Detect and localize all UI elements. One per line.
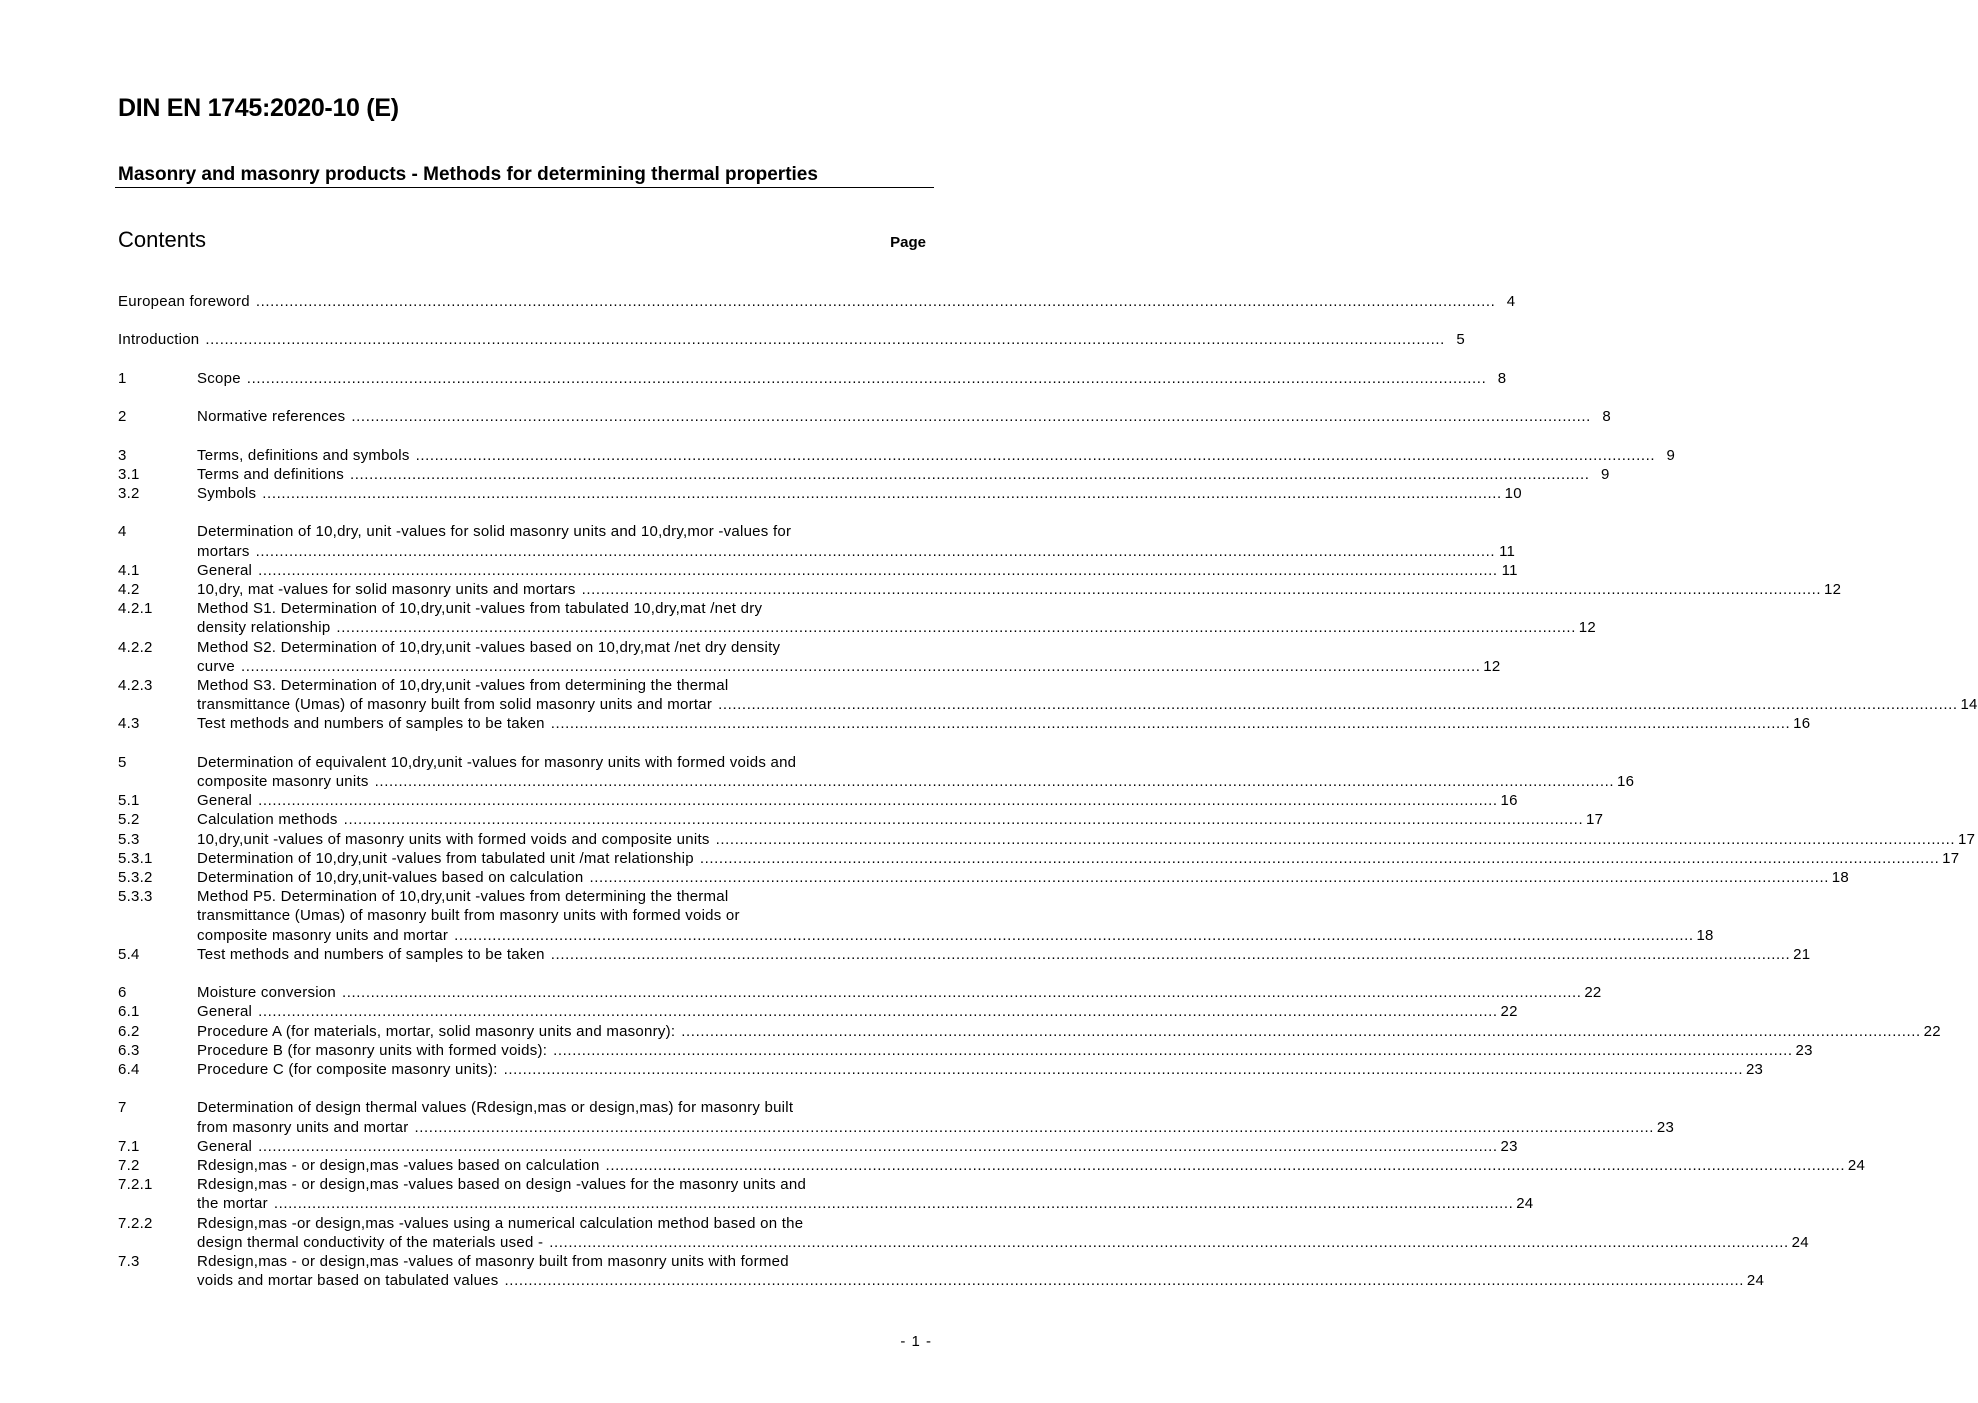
toc-dot-leader: .................................................................................................................................................................................................................................................................... xyxy=(258,1137,1498,1155)
toc-entry-page: 9 xyxy=(1666,446,1676,464)
toc-entry-page: 16 xyxy=(1793,715,1811,733)
toc-entry-page: 22 xyxy=(1584,984,1602,1002)
toc-entry-title: curve xyxy=(197,657,235,675)
toc-entry-page: 8 xyxy=(1602,408,1611,426)
toc-entry-body xyxy=(118,638,1501,676)
toc-entry-page: 17 xyxy=(1957,830,1976,848)
toc-dot-leader: .................................................................................................................................................................................................................................................................... xyxy=(589,869,1829,886)
toc-entry[interactable] xyxy=(118,945,1811,964)
toc-entry[interactable] xyxy=(118,369,1507,388)
toc-entry-leader-line xyxy=(197,446,1676,465)
toc-entry[interactable] xyxy=(118,1252,1765,1290)
toc-entry-title-line: transmittance (Umas) of masonry built from masonry units with formed voids or xyxy=(197,907,740,925)
toc-dot-leader: .................................................................................................................................................................................................................................................................... xyxy=(503,1061,1744,1079)
toc-entry-leader-line xyxy=(197,1002,1518,1021)
toc-entry-title-line: Method S1. Determination of 10,dry,unit -values from tabulated 10,dry,mat /net dry xyxy=(197,600,763,618)
toc-entry-leader-line xyxy=(197,1137,1518,1156)
toc-entry-page: 17 xyxy=(1586,811,1604,829)
toc-entry-number: 3.1 xyxy=(118,465,140,483)
toc-entry-leader-line xyxy=(197,580,1842,599)
toc-entry[interactable] xyxy=(118,599,1596,637)
toc-entry[interactable] xyxy=(118,561,1518,580)
table-of-contents xyxy=(118,292,1978,1290)
toc-dot-leader: .................................................................................................................................................................................................................................................................... xyxy=(504,1272,1745,1290)
toc-entry-leader-line xyxy=(197,695,1978,714)
header-divider xyxy=(115,187,934,188)
toc-entry-leader-line xyxy=(118,292,1516,311)
toc-entry[interactable] xyxy=(118,849,1960,868)
toc-entry-title: 10,dry,unit -values of masonry units with formed voids and composite units xyxy=(197,830,710,848)
toc-entry[interactable] xyxy=(118,292,1516,311)
toc-dot-leader: .................................................................................................................................................................................................................................................................... xyxy=(258,792,1498,810)
toc-entry-number: 7 xyxy=(118,1099,127,1117)
toc-dot-leader: .................................................................................................................................................................................................................................................................... xyxy=(240,657,1481,675)
toc-entry[interactable] xyxy=(118,868,1849,887)
toc-entry-body xyxy=(118,522,1516,560)
toc-entry-page: 9 xyxy=(1600,465,1610,483)
toc-entry-title-line: Method P5. Determination of 10,dry,unit -values from determining the thermal xyxy=(197,888,729,906)
toc-entry-number: 4.2.3 xyxy=(118,676,153,694)
toc-entry-title: General xyxy=(197,561,253,579)
toc-entry-number: 7.2.1 xyxy=(118,1176,153,1194)
toc-entry-leader-line xyxy=(197,484,1522,503)
toc-entry-page: 24 xyxy=(1847,1157,1866,1175)
toc-entry-body xyxy=(118,1214,1809,1252)
toc-entry-title: Scope xyxy=(197,369,241,387)
toc-entry-number: 3.2 xyxy=(118,484,140,502)
toc-entry-title: Calculation methods xyxy=(197,811,338,829)
toc-entry[interactable] xyxy=(118,638,1501,676)
toc-entry-leader-line xyxy=(197,830,1976,849)
toc-entry-title: design thermal conductivity of the materials used - xyxy=(197,1233,544,1251)
toc-entry[interactable] xyxy=(118,1041,1813,1060)
toc-dot-leader: .................................................................................................................................................................................................................................................................... xyxy=(549,1233,1789,1251)
toc-entry-leader-line xyxy=(197,791,1518,810)
toc-entry[interactable] xyxy=(118,830,1976,849)
toc-dot-leader: .................................................................................................................................................................................................................................................................... xyxy=(454,926,1694,944)
toc-dot-leader: .................................................................................................................................................................................................................................................................... xyxy=(414,1118,1655,1136)
toc-dot-leader: .................................................................................................................................................................................................................................................................... xyxy=(262,484,1502,502)
toc-entry-leader-line xyxy=(197,714,1811,733)
toc-entry-leader-line xyxy=(197,369,1507,388)
toc-entry[interactable] xyxy=(118,484,1522,503)
toc-entry-number: 5.2 xyxy=(118,811,140,829)
toc-entry-body xyxy=(118,714,1811,733)
toc-entry-body xyxy=(118,1175,1534,1213)
toc-entry-title: Terms, definitions and symbols xyxy=(197,446,410,464)
toc-entry[interactable] xyxy=(118,676,1978,714)
toc-entry-title: European foreword xyxy=(118,293,250,310)
toc-entry-number: 6.3 xyxy=(118,1041,140,1059)
toc-entry-page: 16 xyxy=(1617,772,1635,790)
document-subtitle: Masonry and masonry products - Methods for determining thermal properties xyxy=(118,164,818,185)
toc-entry-page: 12 xyxy=(1483,657,1501,675)
toc-entry-page: 8 xyxy=(1497,369,1507,387)
toc-entry-body xyxy=(118,887,1714,945)
toc-entry[interactable] xyxy=(118,465,1610,484)
toc-entry-body xyxy=(118,561,1518,580)
toc-dot-leader: .................................................................................................................................................................................................................................................................... xyxy=(715,830,1956,848)
toc-entry-page: 18 xyxy=(1831,869,1849,886)
toc-entry-page: 18 xyxy=(1696,926,1714,944)
toc-entry-title-line: Rdesign,mas - or design,mas -values based on design -values for the masonry units and xyxy=(197,1176,807,1194)
toc-entry[interactable] xyxy=(118,753,1635,791)
toc-entry-number: 4.3 xyxy=(118,715,140,733)
toc-entry-title: Moisture conversion xyxy=(197,984,336,1002)
toc-entry-number: 4.2 xyxy=(118,580,140,598)
toc-entry-title: Terms and definitions xyxy=(197,465,344,483)
toc-entry-leader-line xyxy=(197,465,1610,484)
toc-dot-leader: .................................................................................................................................................................................................................................................................... xyxy=(273,1195,1514,1213)
toc-entry[interactable] xyxy=(118,580,1842,599)
toc-entry-body xyxy=(118,1098,1675,1136)
toc-entry-title: the mortar xyxy=(197,1195,268,1213)
toc-entry-page: 11 xyxy=(1499,542,1516,560)
toc-entry-title: Determination of 10,dry,unit-values based on calculation xyxy=(197,869,584,886)
toc-entry-leader-line xyxy=(197,810,1604,829)
toc-dot-leader: .................................................................................................................................................................................................................................................................... xyxy=(681,1022,1921,1040)
toc-entry-leader-line xyxy=(197,926,1714,945)
toc-entry-body xyxy=(118,1060,1764,1079)
toc-entry-body xyxy=(118,753,1635,791)
toc-entry-title: General xyxy=(197,1137,253,1155)
toc-entry-title: General xyxy=(197,1003,253,1021)
toc-dot-leader: .................................................................................................................................................................................................................................................................... xyxy=(258,561,1498,579)
toc-entry-body xyxy=(118,945,1811,964)
toc-dot-leader: .................................................................................................................................................................................................................................................................... xyxy=(553,1041,1793,1059)
toc-entry-leader-line xyxy=(197,1041,1813,1060)
toc-entry-title-line: Determination of design thermal values (Rdesign,mas or design,mas) for masonry built xyxy=(197,1099,794,1117)
toc-entry-title: Symbols xyxy=(197,484,257,502)
toc-entry-page: 10 xyxy=(1504,484,1522,502)
toc-entry[interactable] xyxy=(118,522,1516,560)
toc-dot-leader: .................................................................................................................................................................................................................................................................... xyxy=(205,331,1445,349)
toc-entry-number: 6 xyxy=(118,984,127,1002)
toc-entry-leader-line xyxy=(197,868,1849,887)
toc-entry-number: 5.4 xyxy=(118,945,140,963)
toc-entry-page: 14 xyxy=(1960,696,1978,714)
toc-entry-page: 23 xyxy=(1656,1118,1675,1136)
toc-entry-body xyxy=(118,330,1465,349)
toc-dot-leader: .................................................................................................................................................................................................................................................................... xyxy=(341,984,1582,1002)
toc-entry-title: composite masonry units xyxy=(197,772,369,790)
toc-entry-page: 12 xyxy=(1578,619,1596,637)
toc-entry-number: 7.1 xyxy=(118,1137,140,1155)
toc-dot-leader: .................................................................................................................................................................................................................................................................... xyxy=(255,293,1496,310)
footer-page-number: - 1 - xyxy=(900,1333,932,1350)
toc-entry-number: 3 xyxy=(118,446,127,464)
toc-dot-leader: .................................................................................................................................................................................................................................................................... xyxy=(336,619,1576,637)
toc-entry-title: voids and mortar based on tabulated values xyxy=(197,1272,499,1290)
toc-entry[interactable] xyxy=(118,1214,1809,1252)
toc-entry-leader-line xyxy=(197,1060,1764,1079)
toc-entry-page: 22 xyxy=(1923,1022,1941,1040)
toc-entry[interactable] xyxy=(118,810,1604,829)
toc-entry-title: Procedure B (for masonry units with formed voids): xyxy=(197,1041,548,1059)
toc-entry-number: 5.3.3 xyxy=(118,888,153,906)
toc-entry[interactable] xyxy=(118,330,1465,349)
toc-entry-body xyxy=(118,983,1602,1002)
toc-entry-body xyxy=(118,676,1978,714)
toc-entry-title-line: Method S2. Determination of 10,dry,unit -values based on 10,dry,mat /net dry density xyxy=(197,638,781,656)
toc-entry-body xyxy=(118,1041,1813,1060)
toc-entry-number: 1 xyxy=(118,369,127,387)
toc-entry-body xyxy=(118,830,1976,849)
toc-entry-leader-line xyxy=(197,983,1602,1002)
toc-entry[interactable] xyxy=(118,1002,1518,1021)
toc-entry-number: 6.4 xyxy=(118,1061,140,1079)
toc-entry-page: 12 xyxy=(1823,580,1842,598)
toc-entry-body xyxy=(118,292,1516,311)
toc-entry-body xyxy=(118,791,1518,810)
toc-entry-body xyxy=(118,810,1604,829)
toc-entry-leader-line xyxy=(197,1156,1866,1175)
toc-dot-leader: .................................................................................................................................................................................................................................................................... xyxy=(718,696,1958,714)
toc-entry-title: General xyxy=(197,792,253,810)
toc-entry-number: 5.3.1 xyxy=(118,849,153,867)
toc-entry-number: 5 xyxy=(118,753,127,771)
toc-entry-body xyxy=(118,1137,1518,1156)
toc-entry-leader-line xyxy=(197,618,1596,637)
toc-entry-number: 4 xyxy=(118,523,127,541)
toc-dot-leader: .................................................................................................................................................................................................................................................................... xyxy=(699,849,1940,867)
toc-entry-number: 7.3 xyxy=(118,1253,140,1271)
toc-entry-title: density relationship xyxy=(197,619,331,637)
toc-entry-body xyxy=(118,446,1676,465)
toc-dot-leader: .................................................................................................................................................................................................................................................................... xyxy=(343,811,1584,829)
toc-entry-title: Determination of 10,dry,unit -values from tabulated unit /mat relationship xyxy=(197,849,694,867)
toc-entry-number: 5.3.2 xyxy=(118,869,153,886)
toc-entry[interactable] xyxy=(118,1060,1764,1079)
toc-entry-page: 5 xyxy=(1456,331,1465,349)
toc-entry-page: 11 xyxy=(1501,561,1518,579)
toc-dot-leader: .................................................................................................................................................................................................................................................................... xyxy=(550,945,1791,963)
toc-entry-title-line: Method S3. Determination of 10,dry,unit -values from determining the thermal xyxy=(197,676,729,694)
toc-entry-title: 10,dry, mat -values for solid masonry units and mortars xyxy=(197,580,576,598)
toc-dot-leader: .................................................................................................................................................................................................................................................................... xyxy=(581,580,1822,598)
toc-entry-leader-line xyxy=(197,772,1635,791)
toc-entry[interactable] xyxy=(118,1022,1941,1041)
toc-entry[interactable] xyxy=(118,407,1611,426)
toc-entry-title: from masonry units and mortar xyxy=(197,1118,409,1136)
toc-entry-number: 7.2 xyxy=(118,1157,140,1175)
toc-entry[interactable] xyxy=(118,446,1676,465)
toc-entry[interactable] xyxy=(118,791,1518,810)
toc-entry-leader-line xyxy=(197,1194,1534,1213)
toc-entry-number: 4.2.1 xyxy=(118,600,153,618)
document-id: DIN EN 1745:2020-10 (E) xyxy=(118,94,399,122)
toc-entry-page: 22 xyxy=(1500,1003,1518,1021)
toc-entry[interactable] xyxy=(118,1098,1675,1136)
toc-entry-body xyxy=(118,599,1596,637)
toc-dot-leader: .................................................................................................................................................................................................................................................................... xyxy=(415,446,1656,464)
toc-entry-body xyxy=(118,465,1610,484)
toc-entry-title-line: Determination of 10,dry, unit -values for solid masonry units and 10,dry,mor -values for xyxy=(197,523,792,541)
toc-entry-number: 2 xyxy=(118,408,127,426)
toc-entry-page: 21 xyxy=(1793,945,1811,963)
toc-entry-title: Normative references xyxy=(197,408,346,426)
toc-entry-number: 6.2 xyxy=(118,1022,140,1040)
toc-entry-body xyxy=(118,1156,1866,1175)
toc-entry-page: 17 xyxy=(1942,849,1960,867)
toc-entry-leader-line xyxy=(197,657,1501,676)
toc-entry[interactable] xyxy=(118,714,1811,733)
toc-entry-body xyxy=(118,1022,1941,1041)
toc-dot-leader: .................................................................................................................................................................................................................................................................... xyxy=(246,369,1487,387)
toc-entry-body xyxy=(118,1252,1765,1290)
toc-entry-number: 5.3 xyxy=(118,830,140,848)
toc-entry-body xyxy=(118,849,1960,868)
toc-entry-leader-line xyxy=(197,1118,1675,1137)
toc-entry-title-line: Rdesign,mas - or design,mas -values of masonry built from masonry units with formed xyxy=(197,1253,789,1271)
toc-dot-leader: .................................................................................................................................................................................................................................................................... xyxy=(374,772,1615,790)
toc-entry-title: transmittance (Umas) of masonry built from solid masonry units and mortar xyxy=(197,696,713,714)
toc-entry-page: 24 xyxy=(1746,1272,1765,1290)
toc-entry-number: 7.2.2 xyxy=(118,1214,153,1232)
toc-entry-number: 6.1 xyxy=(118,1003,140,1021)
toc-entry-page: 4 xyxy=(1506,293,1516,310)
toc-dot-leader: .................................................................................................................................................................................................................................................................... xyxy=(605,1157,1846,1175)
toc-entry-body xyxy=(118,868,1849,887)
toc-entry-title: mortars xyxy=(197,542,250,560)
toc-entry-number: 4.2.2 xyxy=(118,638,153,656)
toc-entry-leader-line xyxy=(197,542,1516,561)
toc-entry-title: Rdesign,mas - or design,mas -values based on calculation xyxy=(197,1157,600,1175)
toc-entry[interactable] xyxy=(118,1156,1866,1175)
toc-entry-body xyxy=(118,484,1522,503)
toc-entry-title: Procedure C (for composite masonry units): xyxy=(197,1061,498,1079)
toc-entry-page: 23 xyxy=(1795,1041,1813,1059)
toc-dot-leader: .................................................................................................................................................................................................................................................................... xyxy=(255,542,1496,560)
toc-entry-leader-line xyxy=(197,561,1518,580)
toc-entry-leader-line xyxy=(197,849,1960,868)
toc-entry-leader-line xyxy=(197,1022,1941,1041)
toc-entry-body xyxy=(118,1002,1518,1021)
toc-entry-page: 16 xyxy=(1500,792,1518,810)
toc-entry[interactable] xyxy=(118,1137,1518,1156)
toc-dot-leader: .................................................................................................................................................................................................................................................................... xyxy=(350,465,1590,483)
toc-entry-body xyxy=(118,407,1611,426)
toc-entry-body xyxy=(118,369,1507,388)
toc-dot-leader: .................................................................................................................................................................................................................................................................... xyxy=(550,715,1791,733)
toc-entry-leader-line xyxy=(197,945,1811,964)
toc-entry-page: 23 xyxy=(1500,1137,1518,1155)
page-column-label: Page xyxy=(890,234,926,251)
toc-entry-number: 4.1 xyxy=(118,561,140,579)
toc-entry-number: 5.1 xyxy=(118,792,140,810)
toc-dot-leader: .................................................................................................................................................................................................................................................................... xyxy=(258,1003,1498,1021)
toc-entry-page: 23 xyxy=(1745,1061,1764,1079)
toc-entry-leader-line xyxy=(118,330,1465,349)
contents-heading: Contents xyxy=(118,227,207,252)
toc-entry-title: composite masonry units and mortar xyxy=(197,926,449,944)
toc-entry[interactable] xyxy=(118,1175,1534,1213)
toc-entry-leader-line xyxy=(197,1271,1765,1290)
toc-entry-body xyxy=(118,580,1842,599)
toc-entry[interactable] xyxy=(118,983,1602,1002)
toc-entry-title: Test methods and numbers of samples to be taken xyxy=(197,945,545,963)
toc-entry-leader-line xyxy=(197,407,1611,426)
toc-entry[interactable] xyxy=(118,887,1714,945)
toc-entry-title-line: Rdesign,mas -or design,mas -values using a numerical calculation method based on the xyxy=(197,1214,804,1232)
toc-entry-leader-line xyxy=(197,1233,1809,1252)
toc-dot-leader: .................................................................................................................................................................................................................................................................... xyxy=(351,408,1591,426)
toc-entry-title: Test methods and numbers of samples to be taken xyxy=(197,715,545,733)
toc-entry-page: 24 xyxy=(1791,1233,1809,1251)
toc-entry-title: Procedure A (for materials, mortar, solid masonry units and masonry): xyxy=(197,1022,676,1040)
toc-entry-title: Introduction xyxy=(118,331,200,349)
toc-entry-page: 24 xyxy=(1516,1195,1534,1213)
toc-entry-title-line: Determination of equivalent 10,dry,unit -values for masonry units with formed voids and xyxy=(197,753,797,771)
